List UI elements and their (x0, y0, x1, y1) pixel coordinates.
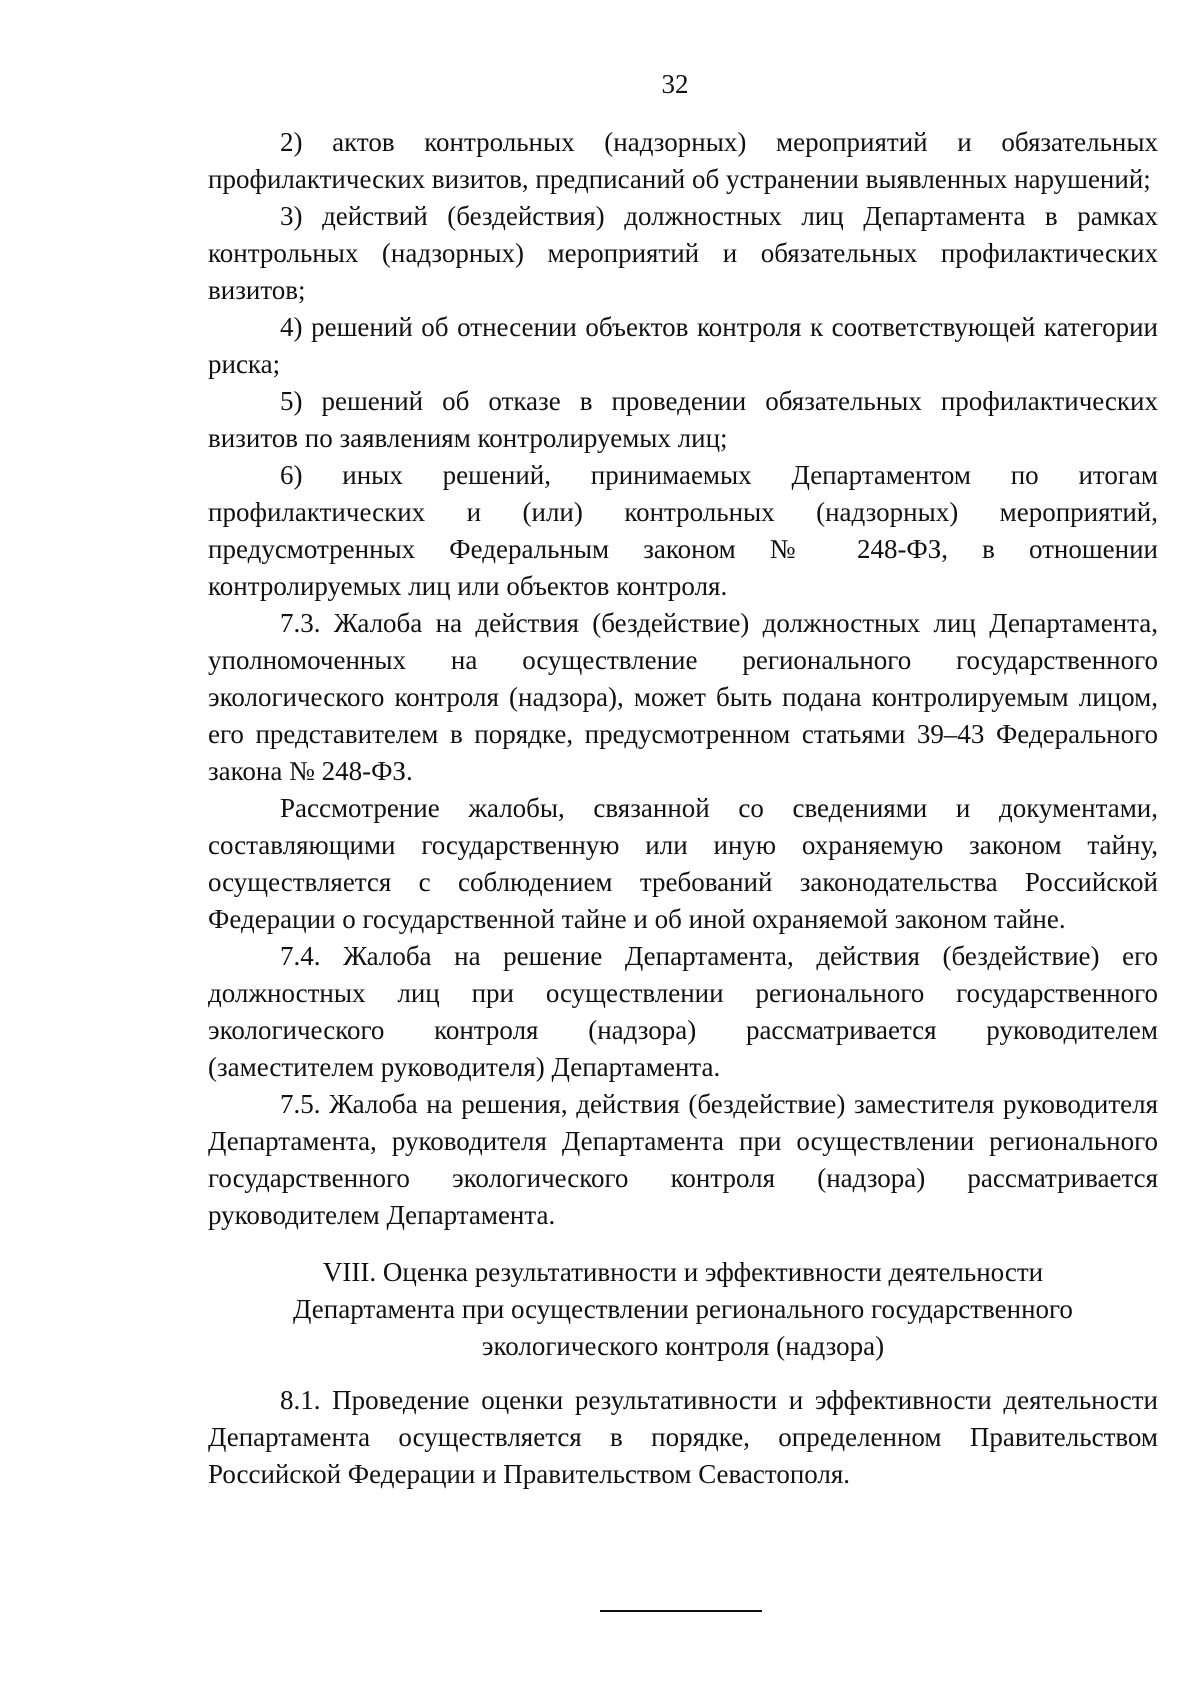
paragraph-item-6: 6) иных решений, принимаемых Департаментом по итогам профилактических и (или) контрольных (надзорных) мероприятий, предусмотренных Федеральным законом № 248-ФЗ, в отношении контролируемых лиц или объектов контроля. (208, 460, 1158, 601)
paragraph-8-1: 8.1. Проведение оценки результативности и эффективности деятельности Департамента осуществляется в порядке, определенном Правительством Российской Федерации и Правительством Севастополя. (208, 1385, 1158, 1489)
paragraph-7-4: 7.4. Жалоба на решение Департамента, действия (бездействие) его должностных лиц при осуществлении регионального государственного экологического контроля (надзора) рассматривается руководителем (заместителем руководителя) Департамента. (208, 941, 1158, 1082)
section-heading-line-3: экологического контроля (надзора) (481, 1331, 885, 1361)
section-heading (208, 1254, 1158, 1365)
paragraph-item-2: 2) актов контрольных (надзорных) мероприятий и обязательных профилактических визитов, предписаний об устранении выявленных нарушений; (208, 127, 1158, 194)
paragraph-item-5: 5) решений об отказе в проведении обязательных профилактических визитов по заявлениям контролируемых лиц; (208, 386, 1158, 453)
section-heading-line-2: Департамента при осуществлении регионального государственного (293, 1294, 1073, 1324)
paragraph-secret-review: Рассмотрение жалобы, связанной со сведениями и документами, составляющими государственную или иную охраняемую законом тайну, осуществляется с соблюдением требований законодательства Российской Федерации о государственной тайне и об иной охраняемой законом тайне. (208, 793, 1158, 934)
spacer (208, 1365, 1158, 1382)
document-body (208, 124, 1158, 1493)
paragraph-item-3: 3) действий (бездействия) должностных лиц Департамента в рамках контрольных (надзорных) мероприятий и обязательных профилактических визитов; (208, 201, 1158, 305)
page-number: 32 (661, 69, 689, 99)
spacer (208, 1234, 1158, 1254)
paragraph-7-5: 7.5. Жалоба на решения, действия (бездействие) заместителя руководителя Департамента, руководителя Департамента при осуществлении регионального государственного экологического контроля (надзора) рассматривается руководителем Департамента. (208, 1089, 1158, 1230)
section-heading-line-1: VIII. Оценка результативности и эффективности деятельности (322, 1257, 1044, 1287)
paragraph-item-4: 4) решений об отнесении объектов контроля к соответствующей категории риска; (208, 312, 1158, 379)
end-of-document-rule (600, 1610, 762, 1612)
paragraph-7-3: 7.3. Жалоба на действия (бездействие) должностных лиц Департамента, уполномоченных на осуществление регионального государственного экологического контроля (надзора), может быть подана контролируемым лицом, его представителем в порядке, предусмотренном статьями 39–43 Федерального закона № 248-ФЗ. (208, 608, 1158, 786)
